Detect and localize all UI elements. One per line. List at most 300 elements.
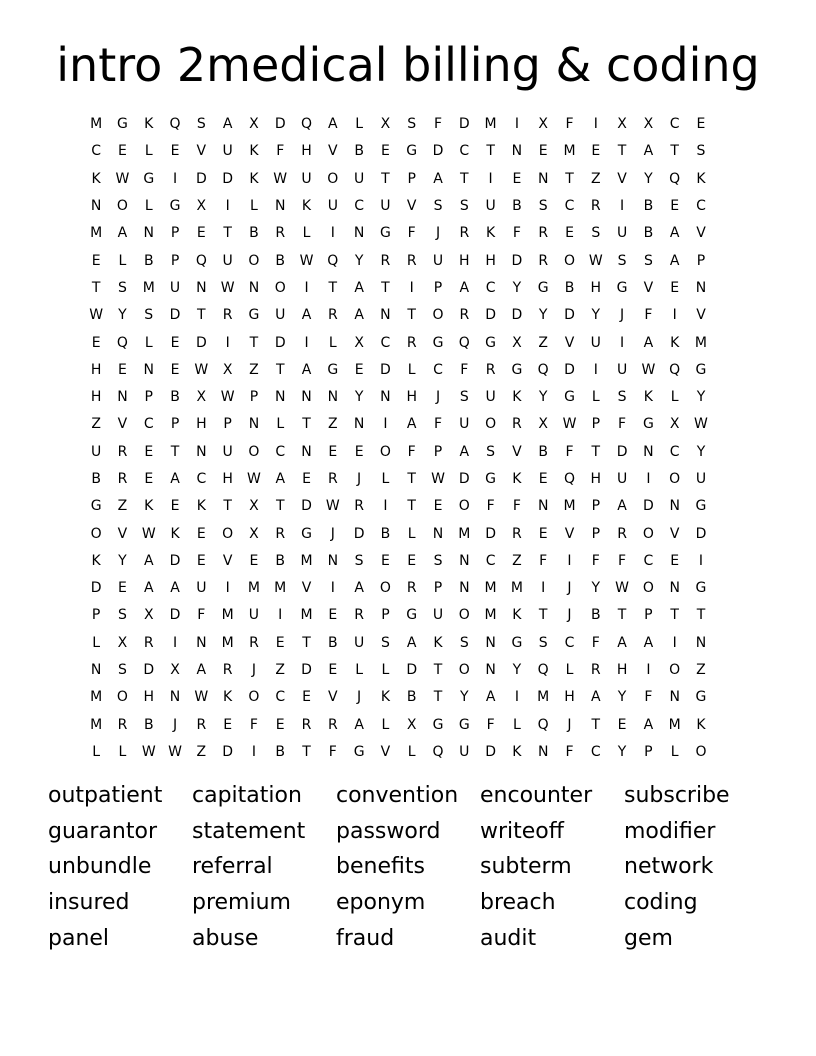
grid-letter: Q bbox=[458, 334, 470, 351]
grid-letter: F bbox=[565, 116, 574, 133]
grid-letter: E bbox=[118, 143, 127, 160]
grid-letter: I bbox=[488, 170, 493, 187]
grid-letter: K bbox=[144, 498, 154, 515]
grid-letter: Q bbox=[669, 361, 681, 378]
grid-letter: H bbox=[616, 662, 628, 679]
grid-letter: A bbox=[170, 580, 180, 597]
grid-letter: O bbox=[379, 443, 391, 460]
grid-letter: R bbox=[117, 471, 128, 487]
grid-letter: H bbox=[222, 471, 233, 487]
grid-row bbox=[83, 493, 714, 520]
word-row bbox=[48, 814, 768, 850]
grid-letter: N bbox=[143, 361, 154, 378]
grid-letter: U bbox=[248, 607, 260, 624]
grid-letter: G bbox=[143, 170, 155, 187]
grid-letter: I bbox=[225, 334, 230, 351]
grid-letter: B bbox=[170, 389, 180, 406]
grid-letter: E bbox=[380, 143, 390, 160]
grid-letter: U bbox=[301, 170, 312, 187]
grid-letter: C bbox=[275, 689, 286, 706]
grid-letter: L bbox=[381, 662, 390, 679]
grid-letter: R bbox=[512, 525, 522, 542]
grid-letter: U bbox=[222, 252, 233, 269]
grid-letter: Y bbox=[617, 743, 627, 760]
grid-letter: F bbox=[486, 716, 495, 733]
word-list-item: capitation bbox=[192, 783, 302, 809]
grid-letter: D bbox=[222, 743, 234, 760]
grid-letter: D bbox=[301, 662, 312, 679]
grid-row bbox=[83, 630, 714, 657]
grid-letter: T bbox=[381, 279, 390, 296]
grid-letter: I bbox=[225, 198, 230, 215]
grid-letter: M bbox=[484, 580, 497, 597]
grid-letter: O bbox=[432, 307, 444, 324]
word-list-item: panel bbox=[48, 925, 110, 951]
grid-letter: T bbox=[328, 279, 338, 296]
grid-letter: I bbox=[593, 116, 598, 133]
grid-letter: D bbox=[485, 307, 496, 324]
word-list-item: abuse bbox=[192, 925, 259, 951]
grid-letter: Y bbox=[354, 252, 364, 269]
grid-letter: X bbox=[380, 116, 391, 133]
grid-letter: M bbox=[537, 689, 550, 706]
grid-letter: T bbox=[696, 607, 706, 624]
grid-letter: V bbox=[564, 525, 575, 542]
grid-letter: S bbox=[407, 116, 417, 133]
grid-letter: B bbox=[91, 471, 101, 487]
grid-letter: U bbox=[91, 443, 102, 460]
grid-letter: L bbox=[118, 252, 127, 269]
grid-letter: R bbox=[406, 334, 417, 351]
grid-letter: D bbox=[169, 307, 181, 324]
grid-letter: V bbox=[512, 443, 522, 460]
grid-letter: F bbox=[539, 552, 548, 569]
grid-letter: Q bbox=[669, 170, 681, 187]
grid-letter: O bbox=[274, 279, 286, 296]
grid-letter: Z bbox=[249, 361, 259, 378]
grid-letter: Q bbox=[537, 716, 549, 733]
grid-letter: Q bbox=[537, 662, 549, 679]
grid-letter: Y bbox=[538, 307, 548, 324]
grid-letter: X bbox=[196, 198, 207, 215]
grid-letter: A bbox=[143, 580, 154, 597]
grid-letter: W bbox=[89, 307, 104, 324]
grid-letter: B bbox=[380, 525, 391, 542]
grid-letter: N bbox=[90, 662, 102, 679]
grid-letter: S bbox=[433, 552, 443, 569]
grid-letter: R bbox=[459, 225, 470, 242]
grid-letter: G bbox=[642, 416, 654, 433]
grid-letter: I bbox=[698, 552, 704, 569]
grid-letter: D bbox=[511, 307, 523, 324]
grid-letter: F bbox=[512, 498, 521, 515]
word-row bbox=[48, 778, 768, 814]
grid-letter: X bbox=[170, 662, 180, 679]
grid-letter: D bbox=[143, 662, 155, 679]
grid-letter: X bbox=[538, 116, 548, 133]
grid-letter: X bbox=[354, 334, 364, 351]
grid-letter: Q bbox=[537, 361, 549, 378]
grid-letter: T bbox=[591, 716, 601, 733]
grid-letter: S bbox=[643, 252, 653, 269]
grid-letter: C bbox=[669, 116, 680, 133]
grid-letter: O bbox=[248, 689, 260, 706]
grid-letter: C bbox=[590, 743, 601, 760]
grid-letter: I bbox=[304, 334, 309, 351]
word-list-item: coding bbox=[624, 890, 698, 916]
grid-letter: T bbox=[591, 443, 601, 460]
grid-letter: J bbox=[251, 662, 256, 679]
grid-letter: A bbox=[459, 443, 470, 460]
grid-letter: G bbox=[117, 116, 128, 133]
grid-row bbox=[83, 357, 714, 384]
word-list-item: subscribe bbox=[624, 783, 730, 809]
grid-letter: Y bbox=[591, 307, 601, 324]
grid-letter: W bbox=[431, 471, 445, 487]
grid-row bbox=[83, 329, 714, 356]
letter-grid bbox=[83, 111, 714, 766]
grid-letter: V bbox=[301, 580, 312, 597]
grid-letter: N bbox=[695, 279, 707, 296]
grid-letter: L bbox=[144, 334, 153, 351]
grid-letter: F bbox=[618, 552, 627, 569]
grid-letter: D bbox=[353, 525, 365, 542]
grid-letter: P bbox=[91, 607, 101, 624]
grid-letter: U bbox=[222, 143, 233, 160]
grid-letter: B bbox=[406, 689, 417, 706]
word-list-item: password bbox=[336, 818, 441, 844]
grid-letter: G bbox=[379, 225, 391, 242]
grid-letter: N bbox=[117, 389, 128, 406]
grid-letter: E bbox=[538, 471, 548, 487]
grid-letter: U bbox=[590, 334, 601, 351]
grid-letter: R bbox=[406, 252, 417, 269]
grid-letter: N bbox=[90, 198, 102, 215]
grid-letter: N bbox=[669, 498, 680, 515]
grid-letter: E bbox=[144, 443, 154, 460]
grid-letter: E bbox=[196, 525, 206, 542]
word-list-item: convention bbox=[336, 783, 459, 809]
grid-row bbox=[83, 602, 714, 629]
grid-letter: Y bbox=[644, 170, 653, 187]
grid-letter: N bbox=[380, 307, 391, 324]
grid-letter: U bbox=[432, 252, 444, 269]
grid-letter: W bbox=[299, 252, 314, 269]
grid-letter: R bbox=[327, 307, 338, 324]
grid-letter: Z bbox=[590, 170, 601, 187]
grid-letter: C bbox=[564, 634, 575, 651]
grid-letter: O bbox=[90, 525, 102, 542]
grid-letter: C bbox=[485, 279, 496, 296]
grid-letter: A bbox=[669, 252, 680, 269]
grid-row bbox=[83, 575, 714, 602]
grid-letter: N bbox=[459, 552, 470, 569]
grid-letter: I bbox=[409, 279, 414, 296]
grid-letter: S bbox=[538, 634, 548, 651]
grid-letter: I bbox=[304, 279, 309, 296]
word-list-item: insured bbox=[48, 890, 130, 916]
grid-letter: N bbox=[301, 443, 312, 460]
grid-letter: G bbox=[248, 307, 260, 324]
grid-letter: R bbox=[459, 307, 470, 324]
grid-letter: O bbox=[116, 198, 128, 215]
grid-letter: X bbox=[117, 634, 128, 651]
grid-letter: Z bbox=[117, 498, 128, 515]
grid-row bbox=[83, 548, 714, 575]
grid-letter: I bbox=[541, 580, 546, 597]
grid-letter: G bbox=[695, 689, 707, 706]
grid-letter: T bbox=[433, 662, 443, 679]
grid-letter: K bbox=[170, 525, 180, 542]
grid-letter: J bbox=[172, 716, 178, 733]
grid-letter: V bbox=[406, 198, 417, 215]
grid-letter: D bbox=[301, 498, 312, 515]
grid-letter: O bbox=[379, 580, 391, 597]
grid-letter: N bbox=[511, 143, 523, 160]
grid-letter: L bbox=[407, 743, 416, 760]
grid-letter: J bbox=[567, 580, 572, 597]
word-list-item: writeoff bbox=[480, 818, 564, 844]
grid-letter: Y bbox=[512, 662, 522, 679]
grid-letter: L bbox=[670, 743, 679, 760]
grid-letter: M bbox=[142, 279, 155, 296]
grid-letter: N bbox=[169, 689, 181, 706]
grid-letter: I bbox=[251, 743, 256, 760]
grid-letter: V bbox=[196, 143, 207, 160]
grid-letter: K bbox=[301, 198, 312, 215]
grid-letter: N bbox=[248, 279, 260, 296]
grid-row bbox=[83, 739, 714, 766]
grid-letter: G bbox=[485, 334, 497, 351]
grid-letter: X bbox=[222, 361, 233, 378]
grid-letter: O bbox=[458, 662, 470, 679]
grid-letter: E bbox=[328, 607, 338, 624]
grid-letter: T bbox=[381, 170, 390, 187]
grid-letter: F bbox=[565, 443, 574, 460]
page-title: intro 2medical billing & coding bbox=[56, 38, 760, 92]
grid-letter: Q bbox=[327, 252, 339, 269]
grid-letter: D bbox=[274, 334, 286, 351]
grid-letter: D bbox=[616, 443, 628, 460]
grid-letter: K bbox=[670, 334, 680, 351]
grid-letter: N bbox=[432, 525, 444, 542]
grid-letter: U bbox=[353, 634, 365, 651]
grid-letter: A bbox=[275, 471, 286, 487]
grid-letter: J bbox=[357, 471, 362, 487]
grid-letter: Y bbox=[118, 552, 127, 569]
grid-letter: D bbox=[642, 498, 654, 515]
grid-letter: A bbox=[222, 116, 233, 133]
grid-row bbox=[83, 684, 714, 711]
grid-letter: D bbox=[432, 143, 444, 160]
grid-letter: O bbox=[563, 252, 575, 269]
grid-letter: C bbox=[669, 443, 680, 460]
word-list-item: guarantor bbox=[48, 818, 157, 844]
grid-letter: A bbox=[643, 716, 654, 733]
grid-letter: U bbox=[616, 361, 628, 378]
grid-letter: C bbox=[380, 334, 391, 351]
word-list bbox=[48, 778, 768, 956]
grid-letter: P bbox=[223, 416, 232, 433]
grid-letter: B bbox=[328, 634, 338, 651]
grid-letter: B bbox=[249, 225, 259, 242]
grid-letter: E bbox=[302, 689, 311, 706]
grid-letter: I bbox=[278, 607, 283, 624]
grid-row bbox=[83, 384, 714, 411]
grid-letter: I bbox=[593, 361, 598, 378]
grid-letter: I bbox=[225, 580, 230, 597]
grid-letter: P bbox=[696, 252, 706, 269]
grid-letter: F bbox=[276, 143, 285, 160]
grid-letter: E bbox=[538, 143, 548, 160]
grid-row bbox=[83, 220, 714, 247]
grid-letter: Q bbox=[195, 252, 207, 269]
grid-letter: A bbox=[617, 498, 627, 515]
grid-letter: G bbox=[90, 498, 102, 515]
grid-letter: M bbox=[484, 116, 497, 133]
grid-letter: I bbox=[514, 689, 519, 706]
grid-letter: R bbox=[117, 716, 128, 733]
grid-letter: K bbox=[696, 716, 706, 733]
grid-letter: N bbox=[196, 634, 207, 651]
grid-letter: W bbox=[194, 689, 209, 706]
word-list-item: eponym bbox=[336, 890, 426, 916]
grid-letter: V bbox=[117, 525, 128, 542]
grid-letter: O bbox=[248, 443, 260, 460]
grid-letter: F bbox=[328, 743, 337, 760]
grid-letter: H bbox=[196, 416, 207, 433]
grid-letter: E bbox=[433, 498, 443, 515]
grid-letter: B bbox=[143, 716, 154, 733]
grid-letter: X bbox=[249, 498, 259, 515]
grid-letter: P bbox=[407, 170, 416, 187]
grid-letter: Y bbox=[460, 689, 469, 706]
grid-letter: Q bbox=[169, 116, 181, 133]
grid-row bbox=[83, 111, 714, 138]
grid-letter: R bbox=[590, 198, 601, 215]
grid-letter: A bbox=[354, 307, 364, 324]
grid-letter: O bbox=[458, 498, 470, 515]
grid-letter: V bbox=[617, 170, 627, 187]
grid-letter: L bbox=[144, 198, 153, 215]
grid-letter: U bbox=[485, 389, 496, 406]
grid-letter: A bbox=[591, 689, 601, 706]
grid-letter: L bbox=[381, 471, 390, 487]
grid-letter: F bbox=[407, 225, 416, 242]
grid-letter: K bbox=[249, 143, 259, 160]
grid-letter: K bbox=[223, 689, 233, 706]
grid-letter: L bbox=[407, 361, 416, 378]
grid-letter: T bbox=[407, 471, 416, 487]
word-list-item: benefits bbox=[336, 854, 425, 880]
grid-letter: T bbox=[407, 307, 416, 324]
grid-letter: E bbox=[302, 471, 311, 487]
grid-letter: J bbox=[357, 689, 362, 706]
word-row bbox=[48, 885, 768, 921]
grid-letter: N bbox=[327, 552, 339, 569]
grid-letter: G bbox=[511, 634, 523, 651]
grid-letter: D bbox=[169, 607, 181, 624]
grid-letter: G bbox=[432, 334, 444, 351]
grid-row bbox=[83, 247, 714, 274]
grid-letter: P bbox=[381, 607, 390, 624]
grid-letter: D bbox=[195, 170, 207, 187]
grid-letter: N bbox=[485, 634, 496, 651]
grid-letter: F bbox=[433, 416, 443, 433]
grid-letter: A bbox=[301, 361, 312, 378]
grid-letter: H bbox=[90, 361, 102, 378]
grid-letter: Y bbox=[354, 389, 364, 406]
grid-letter: A bbox=[643, 634, 654, 651]
grid-letter: Z bbox=[512, 552, 522, 569]
grid-letter: R bbox=[380, 252, 391, 269]
grid-letter: E bbox=[118, 580, 127, 597]
grid-letter: G bbox=[406, 143, 418, 160]
grid-letter: Z bbox=[275, 662, 286, 679]
grid-letter: D bbox=[564, 307, 575, 324]
grid-letter: F bbox=[591, 634, 600, 651]
grid-letter: I bbox=[330, 225, 335, 242]
grid-letter: X bbox=[512, 334, 522, 351]
grid-letter: N bbox=[143, 225, 154, 242]
grid-letter: M bbox=[221, 607, 234, 624]
word-list-item: outpatient bbox=[48, 783, 163, 809]
word-list-item: audit bbox=[480, 925, 537, 951]
grid-letter: L bbox=[92, 743, 101, 760]
grid-letter: A bbox=[143, 552, 154, 569]
grid-letter: P bbox=[170, 225, 180, 242]
grid-letter: W bbox=[168, 743, 182, 760]
grid-row bbox=[83, 275, 714, 302]
grid-letter: Y bbox=[696, 443, 706, 460]
grid-letter: I bbox=[172, 170, 178, 187]
grid-letter: B bbox=[275, 743, 286, 760]
grid-letter: A bbox=[354, 716, 364, 733]
grid-letter: L bbox=[565, 662, 574, 679]
grid-letter: R bbox=[327, 471, 338, 487]
grid-letter: Z bbox=[328, 416, 338, 433]
grid-letter: C bbox=[354, 198, 364, 215]
grid-letter: E bbox=[328, 662, 338, 679]
grid-letter: S bbox=[196, 116, 206, 133]
grid-letter: L bbox=[591, 389, 600, 406]
grid-letter: R bbox=[117, 443, 128, 460]
grid-letter: X bbox=[617, 116, 627, 133]
grid-letter: I bbox=[383, 416, 388, 433]
grid-letter: W bbox=[141, 525, 156, 542]
grid-letter: R bbox=[485, 361, 496, 378]
grid-letter: I bbox=[672, 307, 677, 324]
grid-letter: W bbox=[141, 743, 156, 760]
grid-letter: B bbox=[590, 607, 601, 624]
grid-letter: R bbox=[512, 416, 522, 433]
grid-letter: L bbox=[92, 634, 101, 651]
grid-letter: H bbox=[459, 252, 470, 269]
grid-letter: X bbox=[406, 716, 417, 733]
grid-letter: W bbox=[247, 471, 261, 487]
grid-letter: P bbox=[433, 443, 443, 460]
grid-letter: W bbox=[615, 580, 629, 597]
grid-letter: T bbox=[617, 143, 627, 160]
grid-letter: A bbox=[328, 116, 338, 133]
grid-letter: G bbox=[564, 389, 575, 406]
grid-letter: D bbox=[274, 116, 286, 133]
grid-letter: D bbox=[406, 662, 418, 679]
grid-letter: S bbox=[538, 198, 548, 215]
grid-letter: E bbox=[170, 498, 180, 515]
grid-letter: T bbox=[302, 416, 311, 433]
grid-letter: Y bbox=[617, 689, 627, 706]
